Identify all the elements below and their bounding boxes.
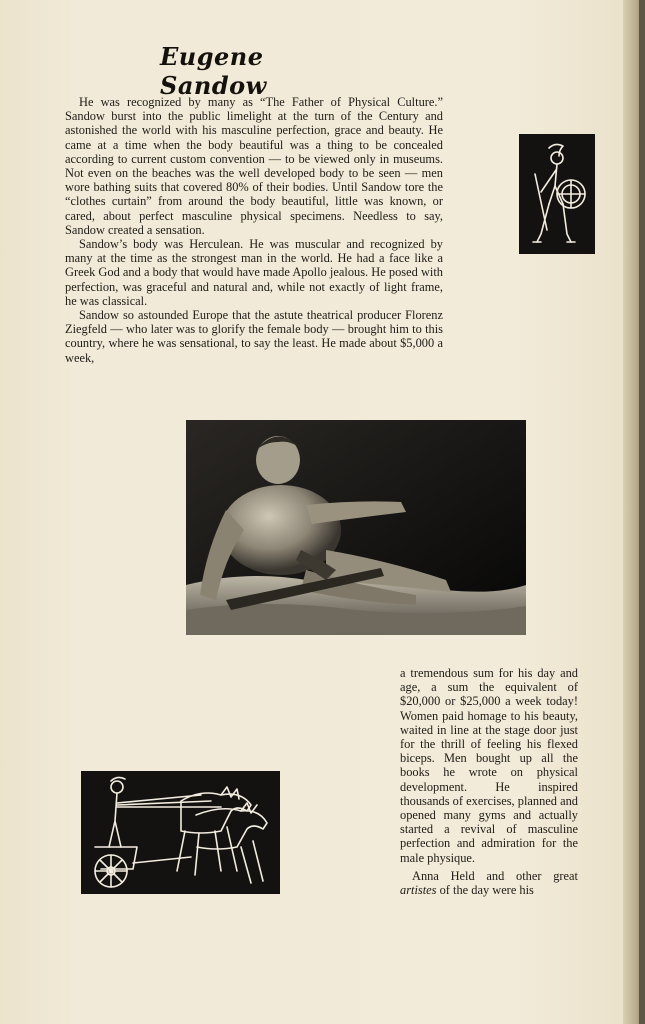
side-text-column (400, 666, 578, 897)
horse-drawn-chariot-icon (81, 771, 280, 894)
page-edge-dark (639, 0, 645, 1024)
paragraph-father-of-physical-culture: He was recognized by many as “The Father of Physical Culture.” Sandow burst into the public limelight at the turn of the Century and astonished the world with his masculine perfection, grace and beauty. He came at a time when the body beautiful was a thing to be concealed according to current custom convention — to be viewed only in museums. Not even on the beaches was the well developed body to be seen — men wore bathing suits that covered 80% of their bodies. Until Sandow tore the “clothes curtain” from around the body beautiful, little was known, or cared, about perfect masculine physical specimens. Needless to say, Sandow created a sensation. (65, 95, 443, 237)
page-title: Eugene Sandow (160, 42, 267, 100)
anna-held-text-start: Anna Held and other great (412, 868, 578, 883)
sandow-reclining-photo (186, 420, 526, 635)
anna-held-text-end: of the day were his (436, 883, 534, 898)
artistes-italic: artistes (400, 883, 437, 898)
paragraph-anna-held (400, 869, 578, 897)
paragraph-herculean: Sandow’s body was Herculean. He was muscular and recognized by many at the time as the strongest man in the world. He had a face like a Greek God and a body that would have made Apollo jealous. He posed with perfection, was graceful and natural and, while not exactly of light frame, he was classical. (65, 237, 443, 308)
greek-warrior-with-shield-icon (519, 134, 595, 254)
paragraph-ziegfeld: Sandow so astounded Europe that the astute theatrical producer Florenz Ziegfeld — who later was to glorify the female body — brought him to this country, where he was sensational, to say the least. He made about $5,000 a week, (65, 308, 443, 365)
paragraph-tremendous-sum: a tremendous sum for his day and age, a sum the equivalent of $20,000 or $25,000 a week today! Women paid homage to his beauty, waited in line at the stage door just for the thrill of feeling his flexed biceps. Men bought up all the books he wrote on physical development. He inspired thousands of exercises, planned and opened many gyms and actually started a revival of masculine perfection and admiration for the male physique. (400, 666, 578, 865)
main-text-column (65, 95, 443, 365)
